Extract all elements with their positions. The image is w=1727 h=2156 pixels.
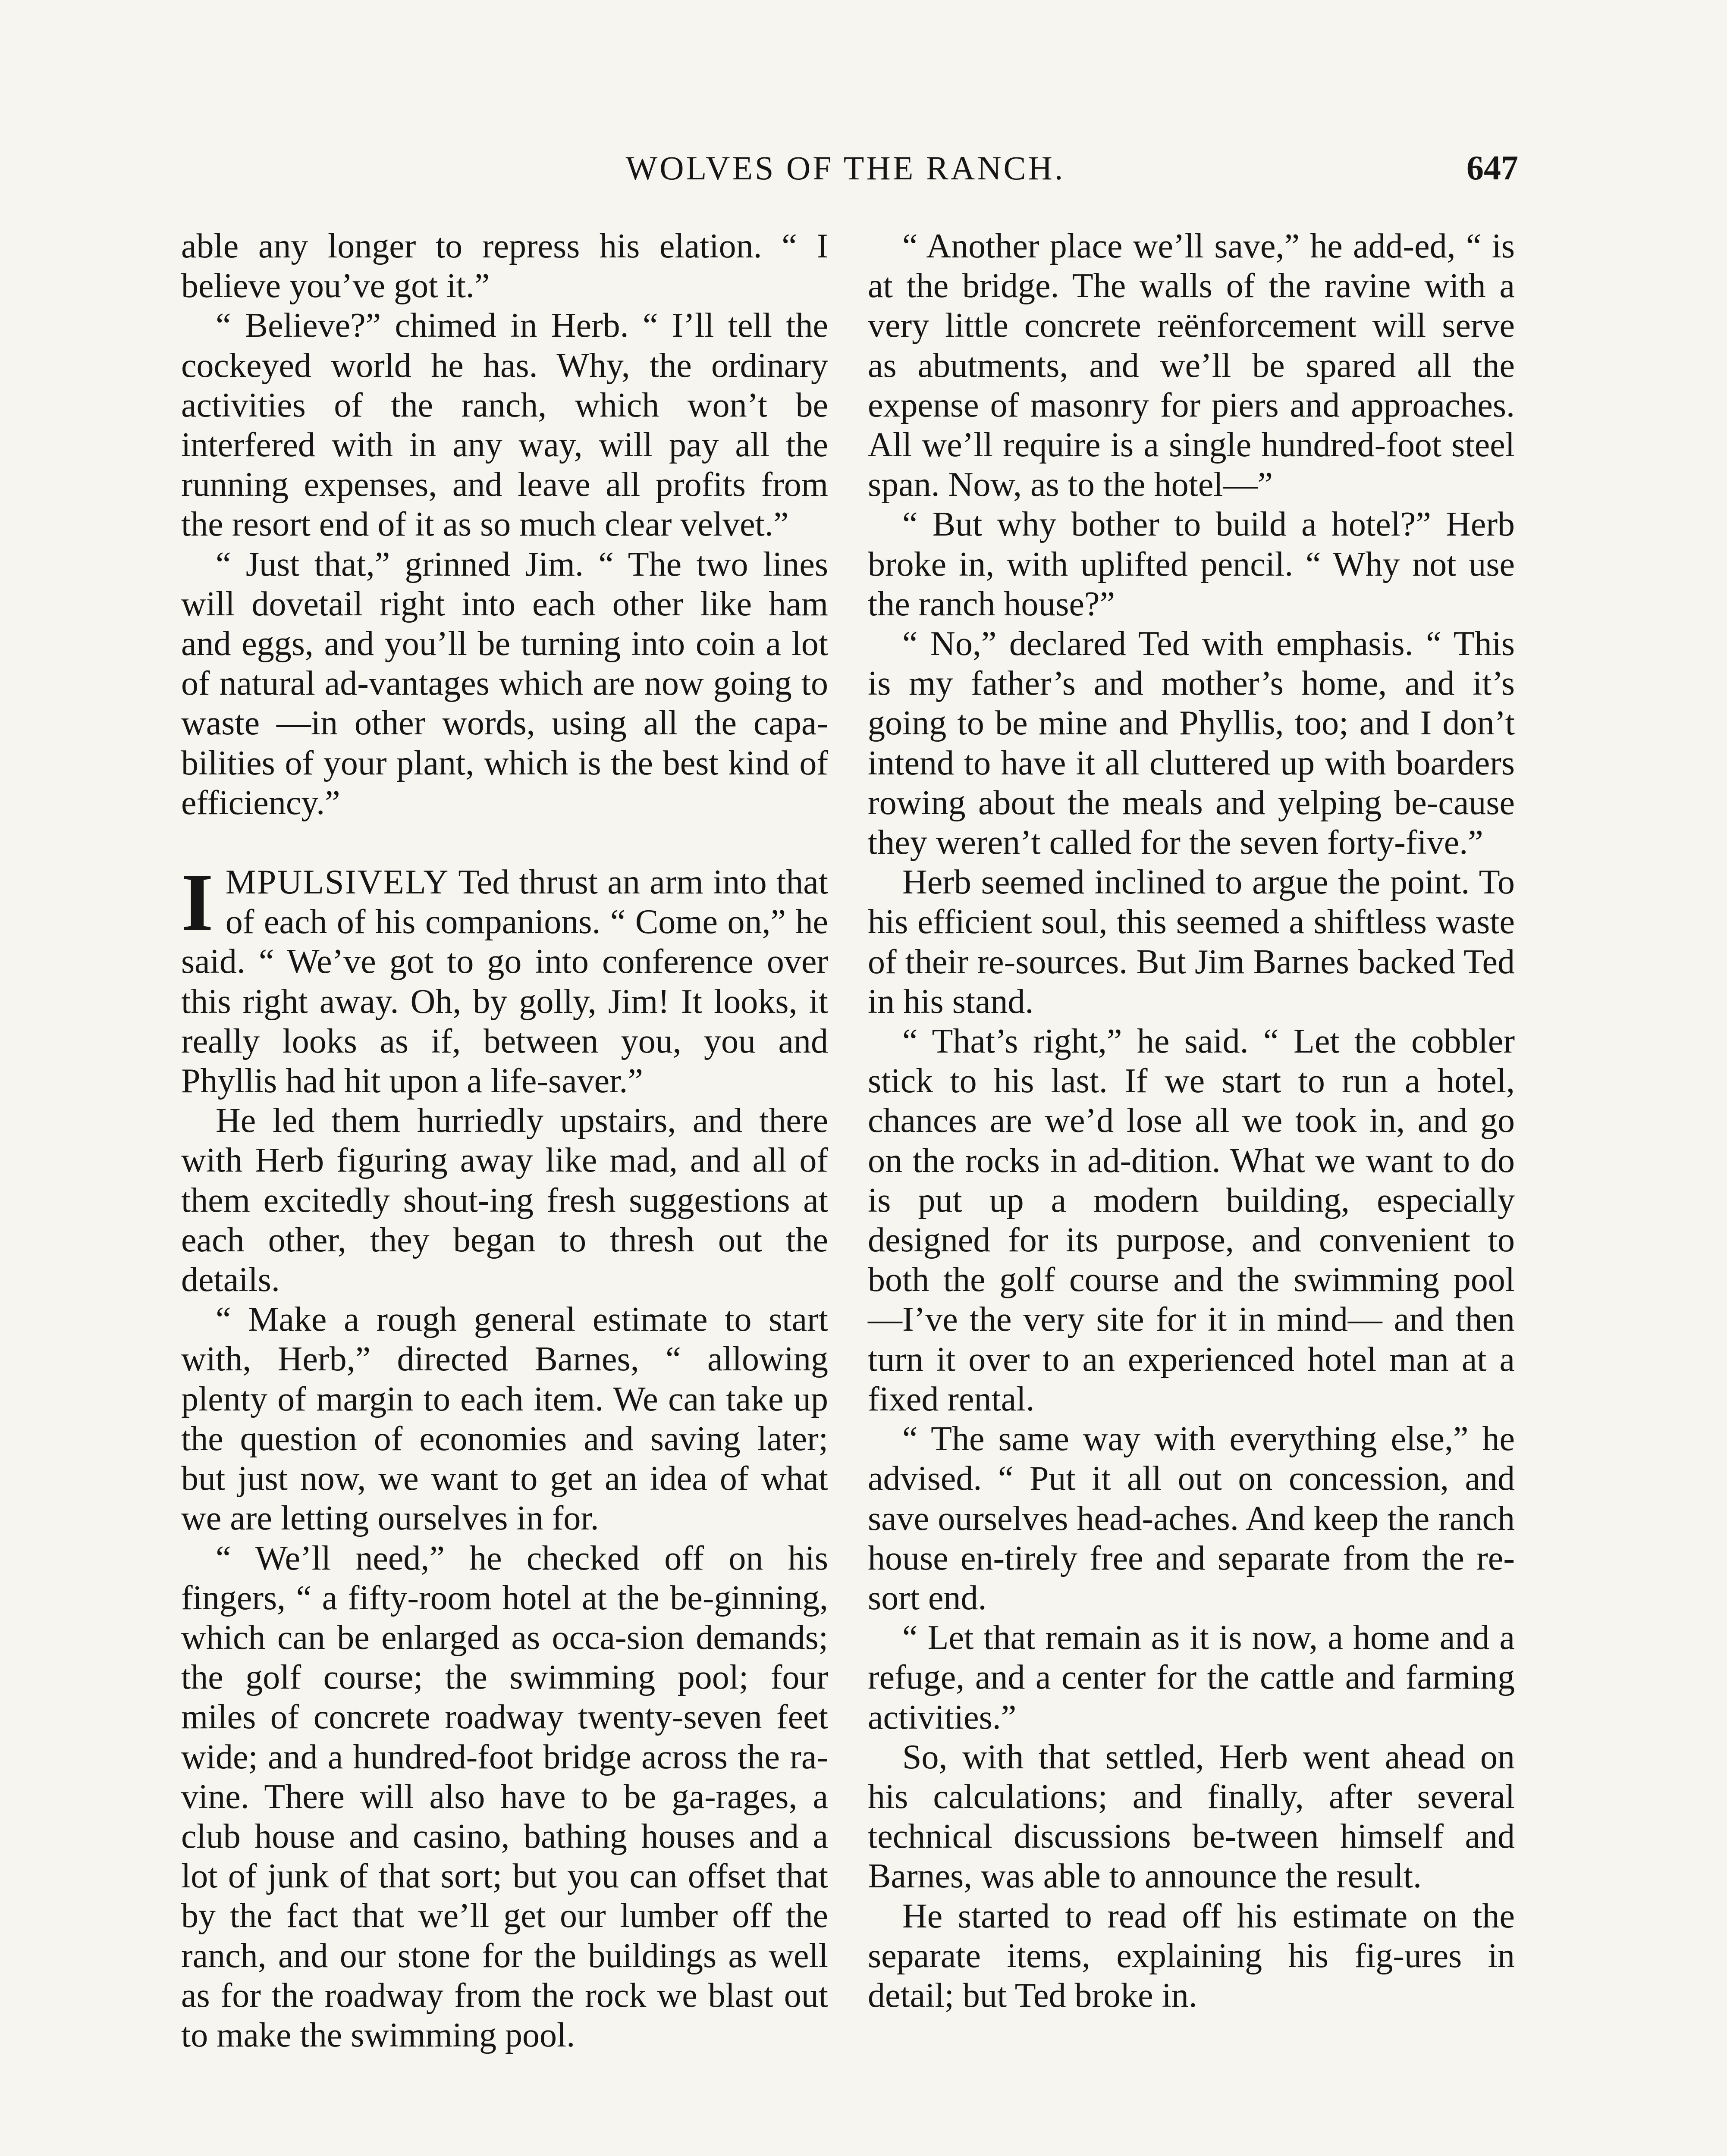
paragraph: “ We’ll need,” he checked off on his fingers, “ a fifty-room hotel at the be-ginning, which can be enlarged as occa-sion demands; the golf course; the swimming pool; four miles of concrete roadway twenty-seven feet wide; and a hundred-foot bridge across the ra-vine. There will also have to be ga-rages, a club house and casino, bathing houses and a lot of junk of that sort; but you can offset that by the fact that we’ll get our lumber off the ranch, and our stone for the buildings as well as for the roadway from the rock we blast out to make the swimming pool. <box>181 1539 828 2054</box>
paragraph-text: Ted thrust an arm into that of each of his companions. “ Come on,” he said. “ We’ve got to go into conference over this right away. Oh, by golly, Jim! It looks, it really looks as if, between you, you and Phyllis had hit upon a life-saver.” <box>181 863 828 1100</box>
page-header <box>173 144 1518 201</box>
paragraph: So, with that settled, Herb went ahead on his calculations; and finally, after several technical discussions be-tween himself and Barnes, was able to announce the result. <box>868 1738 1515 1896</box>
drop-cap: I <box>181 856 214 949</box>
section-start-paragraph <box>181 856 828 1101</box>
paragraph: “ Believe?” chimed in Herb. “ I’ll tell the cockeyed world he has. Why, the ordinary activities of the ranch, which won’t be interfered with in any way, will pay all the running expenses, and leave all profits from the resort end of it as so much clear velvet.” <box>181 307 828 544</box>
paragraph: able any longer to repress his elation. “ I believe you’ve got it.” <box>181 227 828 305</box>
paragraph: He led them hurriedly upstairs, and there with Herb figuring away like mad, and all of them excitedly shout-ing fresh suggestions at each other, they began to thresh out the details. <box>181 1102 828 1299</box>
paragraph: “ The same way with everything else,” he advised. “ Put it all out on concession, and save ourselves head-aches. And keep the ranch house en-tirely free and separate from the re-sort end. <box>868 1420 1515 1617</box>
paragraph: “ Make a rough general estimate to start with, Herb,” directed Barnes, “ allowing plenty of margin to each item. We can take up the question of economies and saving later; but just now, we want to get an idea of what we are letting ourselves in for. <box>181 1300 828 1538</box>
left-column <box>181 226 828 2055</box>
paragraph: “ But why bother to build a hotel?” Herb broke in, with uplifted pencil. “ Why not use the ranch house?” <box>868 505 1515 623</box>
paragraph: “ Another place we’ll save,” he add-ed, “ is at the bridge. The walls of the ravine with a very little concrete reënforcement will serve as abutments, and we’ll be spared all the expense of masonry for piers and approaches. All we’ll require is a single hundred-foot steel span. Now, as to the hotel—” <box>868 227 1515 504</box>
running-title: WOLVES OF THE RANCH. <box>625 149 1065 187</box>
paragraph: “ Let that remain as it is now, a home and a refuge, and a center for the cattle and farming activities.” <box>868 1619 1515 1736</box>
paragraph: Herb seemed inclined to argue the point. To his efficient soul, this seemed a shiftless waste of their re-sources. But Jim Barnes backed Ted in his stand. <box>868 863 1515 1021</box>
lead-word: MPULSIVELY <box>225 863 449 902</box>
paragraph: “ No,” declared Ted with emphasis. “ This is my father’s and mother’s home, and it’s going to be mine and Phyllis, too; and I don’t intend to have it all cluttered up with boarders rowing about the meals and yelping be-cause they weren’t called for the seven forty-five.” <box>868 625 1515 862</box>
page-number: 647 <box>1466 149 1518 187</box>
paragraph: “ That’s right,” he said. “ Let the cobbler stick to his last. If we start to run a hotel, chances are we’d lose all we took in, and go on the rocks in ad-dition. What we want to do is put up a modern building, especially designed for its purpose, and convenient to both the golf course and the swimming pool —I’ve the very site for it in mind— and then turn it over to an experienced hotel man at a fixed rental. <box>868 1022 1515 1418</box>
paragraph: He started to read off his estimate on the separate items, explaining his fig-ures in detail; but Ted broke in. <box>868 1897 1515 2015</box>
right-column <box>868 226 1515 2015</box>
paragraph: “ Just that,” grinned Jim. “ The two lines will dovetail right into each other like ham and eggs, and you’ll be turning into coin a lot of natural ad-vantages which are now going to waste —in other words, using all the capa-bilities of your plant, which is the best kind of efficiency.” <box>181 545 828 822</box>
